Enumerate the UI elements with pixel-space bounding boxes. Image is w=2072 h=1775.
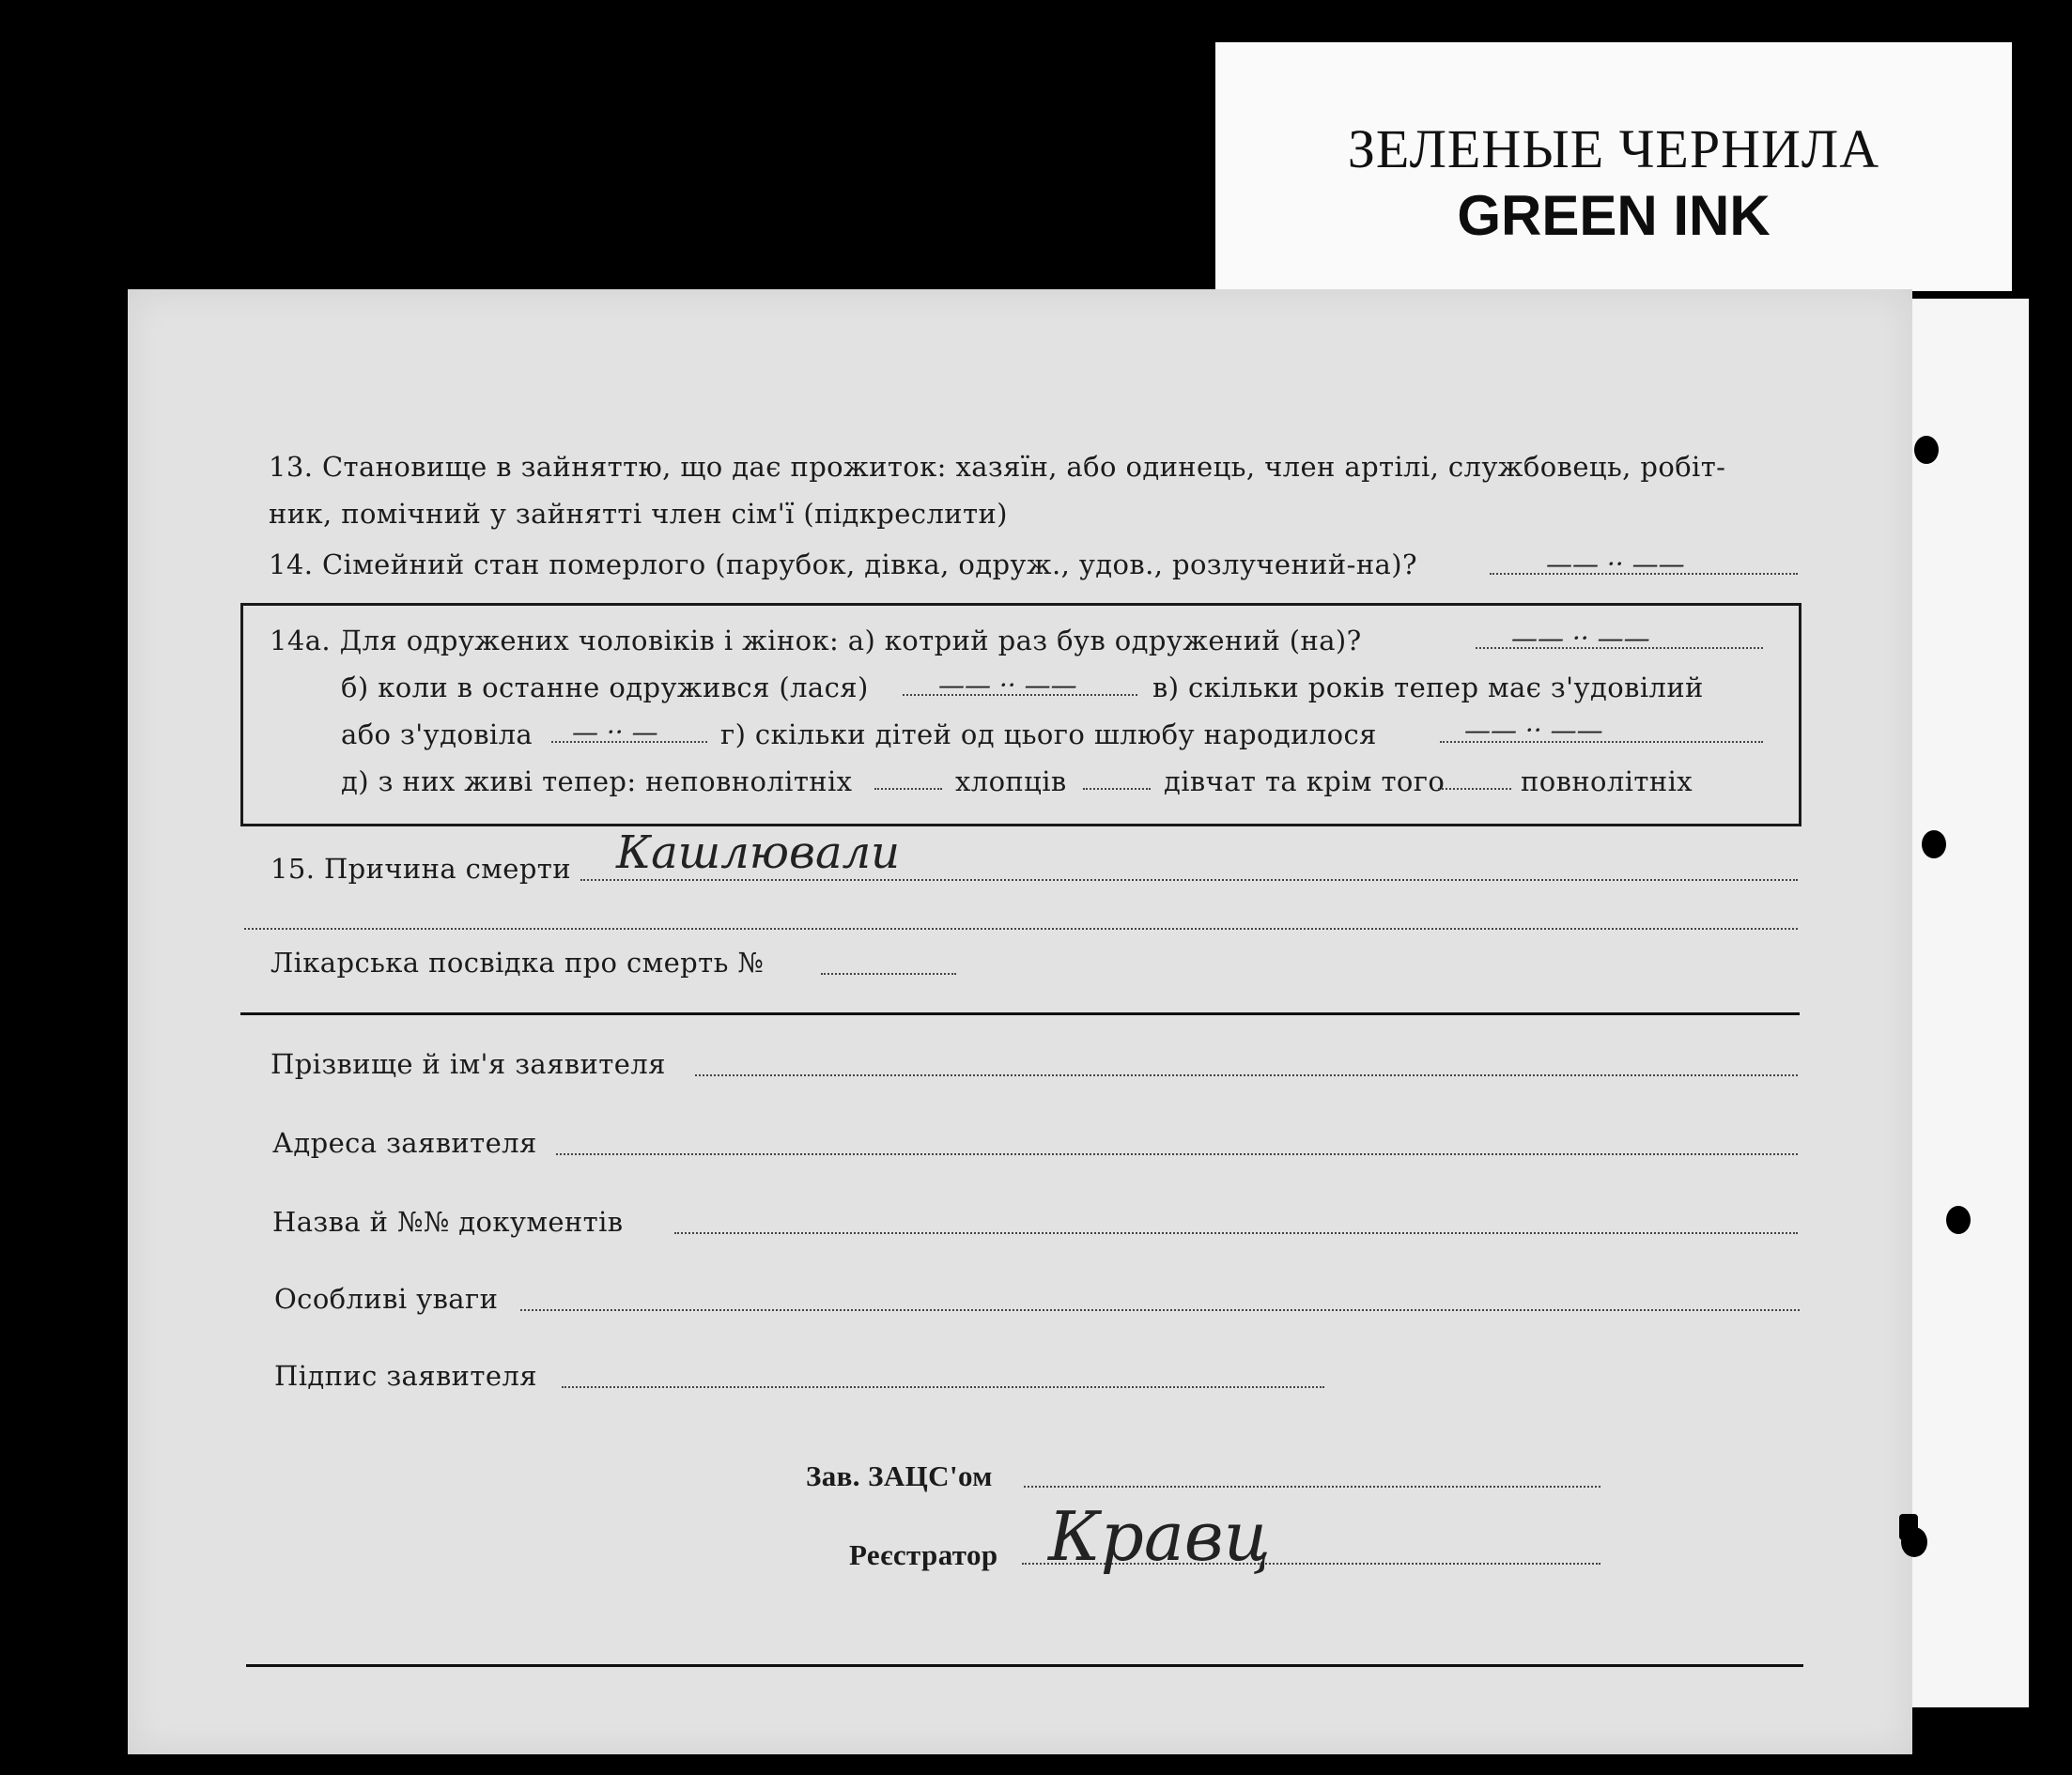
signature-line bbox=[562, 1386, 1324, 1388]
punch-hole bbox=[1922, 830, 1946, 858]
q14a-line1: 14а. Для одружених чоловіків і жінок: а) котрий раз був одружений (на)? bbox=[270, 625, 1362, 656]
q14a-girls-label: дівчат та крім того bbox=[1164, 765, 1446, 797]
q14a-minors-line bbox=[874, 788, 942, 790]
head-label: Зав. ЗАЦС'ом bbox=[806, 1459, 993, 1492]
medical-certificate-label: Лікарська посвідка про смерть № bbox=[271, 947, 765, 979]
q14-label: 14. Сімейний стан померлого (парубок, дівка, одруж., удов., розлучений-на)? bbox=[269, 548, 1417, 580]
punch-hole bbox=[1946, 1206, 1971, 1234]
registrar-signature: Кравц bbox=[1048, 1497, 1271, 1576]
q14a-b-label: б) коли в останне одружився (лася) bbox=[341, 671, 869, 703]
label-english: GREEN INK bbox=[1457, 184, 1770, 247]
q14a-d-label: д) з них живі тепер: неповнолітніх bbox=[341, 765, 853, 797]
q14a-box bbox=[240, 603, 1801, 826]
applicant-address-line bbox=[556, 1153, 1798, 1155]
punch-hole bbox=[1914, 436, 1939, 464]
q15-line2 bbox=[244, 928, 1798, 930]
q14-dash-mark: —— ·· —— bbox=[1546, 548, 1685, 579]
q14a-abo-label: або з'удовіла bbox=[341, 718, 533, 750]
head-line bbox=[1024, 1486, 1600, 1488]
punch-hole bbox=[1901, 1527, 1927, 1557]
documents-line bbox=[674, 1232, 1798, 1234]
ink-label-card bbox=[1215, 42, 2012, 291]
q15-label: 15. Причина смерти bbox=[271, 853, 571, 885]
q15-line bbox=[580, 879, 1798, 881]
label-russian: ЗЕЛЕНЫЕ ЧЕРНИЛА bbox=[1347, 118, 1880, 179]
notes-label: Особливі уваги bbox=[274, 1283, 499, 1315]
registrar-label: Реєстратор bbox=[849, 1538, 998, 1571]
q13-line2: ник, помічний у зайнятті член сім'ї (підкреслити) bbox=[269, 498, 1008, 530]
q14a-g-label: г) скільки дітей од цього шлюбу народилося bbox=[720, 718, 1377, 750]
cause-handwritten: Кашлювали bbox=[616, 826, 901, 879]
documents-label: Назва й №№ документів bbox=[272, 1206, 624, 1238]
q13-line1: 13. Становище в зайняттю, що дає прожиток: хазяїн, або одинець, член артілі, службовець, робіт- bbox=[269, 451, 1726, 483]
q14a-g-dash: —— ·· —— bbox=[1464, 715, 1603, 746]
q14a-b-dash: —— ·· —— bbox=[938, 670, 1077, 701]
q14a-girls-line bbox=[1438, 788, 1511, 790]
q14a-abo-dash: — ·· — bbox=[572, 717, 658, 748]
q14a-a-dash: —— ·· —— bbox=[1511, 623, 1650, 654]
notes-line bbox=[520, 1309, 1800, 1311]
bottom-rule bbox=[246, 1664, 1803, 1667]
q14a-v-label: в) скільки років тепер має з'удовілий bbox=[1152, 671, 1704, 703]
divider-rule bbox=[240, 1012, 1800, 1015]
q14a-boys-label: хлопців bbox=[955, 765, 1067, 797]
applicant-address-label: Адреса заявителя bbox=[272, 1127, 537, 1159]
medical-certificate-line bbox=[821, 973, 956, 975]
q14a-adults-label: повнолітніх bbox=[1521, 765, 1693, 797]
form-sheet bbox=[128, 289, 1912, 1754]
applicant-name-label: Прізвище й ім'я заявителя bbox=[271, 1048, 666, 1080]
applicant-name-line bbox=[695, 1074, 1798, 1076]
q14a-boys-line bbox=[1083, 788, 1151, 790]
signature-label: Підпис заявителя bbox=[274, 1360, 537, 1392]
